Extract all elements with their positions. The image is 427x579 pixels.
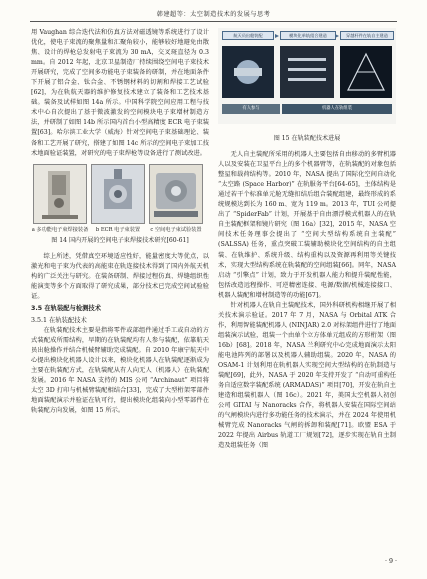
left-paragraph-1: 用 Vaughan 综合迭代法和仿真方法对磁透镜等系统进行了设计优化，使电子束流的聚焦量和汇聚角较小，能够较好地避免由散焦、设计的焊枪总发射电子束流为 30 mA，交叉斑直径为 0.3 mm。自 2012 年起，北京卫星制造厂持续围绕空间电子束技术开展研究，完成了空间多功能电子束装备的研制，并在地面条件下开展了铝合金、钛合金、不锈钢材料的切割和焊接工艺试验[62]，为在轨航天器的维护修复技术建立了装备和工艺技术基础。装备及试样如图 14a 所示。中国科学院空间应用工程与技术中心自次提出了基于微波激发的空间模块电子束增材制造方法，并研制了如图 14b 所示国内首台小型高精度 ECR 电子束装置[63]。哈尔滨工业大学（威海）针对空间电子束基础理论、装备和工艺开展了研究，搭建了如图 14c 所示的空间电子束加工技术地面验证装置，对研究的电子束焊枪等设备进行了测试改进。 (31, 29, 209, 157)
left-column (31, 28, 209, 416)
figure-15-box-modular-build: 模块化单轨组合建造 (280, 31, 336, 40)
right-column (218, 28, 396, 451)
ecr-device-photo (91, 164, 145, 224)
figure-14 (31, 164, 209, 246)
figure-14b-label: b ECR 电子束装置 (95, 226, 141, 233)
figure-15-caption: 图 15 在轨装配技术进展 (273, 135, 341, 142)
right-paragraph-2: 针对机器人在轨自主装配技术，国外科研机构相继开展了相关技术演示验证。2017 年 7 月，NASA 与 Orbital ATK 合作，利用智能装配机器人 (NINJAR) 2.0 对标架组件进行了地面组装演示试验，组装一个由单个立方体单元组成的方形桁架（图 16b）[68]。2018 年，NASA 兰利研究中心完成地面演示太阳能电池阵列的部署以及机器人辅助组装。2020 年，NASA 的 OSAM-1 计划利用在轨机器人实现空间大型结构的在轨制造与装配[69]，此外，NASA 于 2020 年支持开发了 “自动可重构任务自适应数字装配系统 (ARMADAS)” 项目[70]，开发在轨自主建造和组装机器人（图 16c）。2021 年，美国太空机器人初创公司 GITAI 与 Nanoracks 合作，将机器人安装在国际空间站的气闸模块内进行多功能任务的技术演示，并在 2024 年使用机械臂完成 Nanoracks 气闸的拆卸和装配[71]。欧盟 ESA 于 2022 年提出 Airbus 轨道工厂规划[72]，逐步实现在轨自主制造及组装任务（图 (218, 301, 396, 450)
figure-14b (89, 164, 147, 234)
figure-15-bar-human: 有人参与 (222, 104, 280, 114)
figure-15 (218, 28, 396, 132)
figure-15-box-eva-assembly: 航天员出舱装配 (222, 31, 274, 40)
section-3-5-heading: 3.5 在轨装配与检测技术 (31, 304, 102, 312)
figure-14c-label: c 空间电子束试验装置 (150, 226, 202, 233)
figure-15-bar-robotic: 机器人在轨组装 (282, 104, 392, 114)
left-paragraph-2: 综上所述，凭借真空环境适应性好，能量密度大等优点，以激光和电子束为代表的高能束在轨连接技术得到了国内外航天机构的广泛关注与研究。在装备研制、焊接过程仿真、焊缝组织性能演变等多个方面取得了研究成果，部分技术已完成空间试验验证。 (31, 252, 209, 300)
figure-14-caption: 图 14 国内开展的空间电子束焊接技术研究[60-61] (51, 236, 189, 244)
space-electron-beam-test-photo (149, 164, 203, 224)
figure-14a (31, 164, 89, 234)
page-header: 韩建超等：太空制造技术的发展与思考 (156, 11, 271, 18)
figure-14a-label: a 多功能电子束焊接装备 (31, 226, 89, 233)
right-paragraph-1: 无人自主装配所采用的机器人主要包括自由移动的多臂机器人以及安装在卫星平台上的多个机器臂等，在轨装配的对象包括整星和载荷结构等。2010 年，NASA 提出了国际化空间自动化 “太空路 (Space Harbor)” 在轨服务平台[64-65]，主体结构是通过若干个标准单元舱无缝扣结后组合装配组建，最终形成的系统规模达到长为 160 m、宽为 119 m。2013 年，TUI 公司提出了 “SpiderFab” 计划，开展基于自由漂浮模式机器人的在轨自主装配框架和镜片研究（图 16a）[32]，2015 年，NASA 空间技术任务理事会提出了 “空间大型结构系统自主装配” (SALSSA) 任务，重点突破工装辅助模块化空间结构的自主组装、在轨维护、系统升级、结构重构以及资源再利用等关键技术，实现大型结构系统在轨装配的空间组装[66]。同年，NASA 启动 “引擎点” 计划，致力于开发机器人能力和提升装配性能，包括改造远程操作、可逆精密连接、电源/数据/机械连接接口、机器人装配和增材制造等的功能[67]。 (218, 151, 396, 299)
electron-beam-equipment-photo (33, 164, 87, 224)
header-rule (30, 21, 397, 22)
section-3-5-1-heading: 3.5.1 在轨装配技术 (31, 316, 87, 324)
figure-15-box-autonomous-build: 穿越杆件在轨自主建造 (340, 31, 394, 40)
figure-14c (147, 164, 205, 234)
page-number: · 9 · (384, 558, 397, 565)
left-paragraph-3: 在轨装配技术主要是指将零件或部组件通过手工或自动的方式装配成所需结构，早期的在轨装配均有人参与装配，依靠航天员出舱操作并结合机械臂辅助完成装配。自 2010 年康宁航天中心提出模块化机器人设计以来，模块化机器人在轨装配逐渐成为主要在轨装配方式，在轨装配从有人向无人（机器人）在轨装配发展。2016 年 NASA 支持的 MIS 公司 “Archinaut” 项目将太空 3D 打印与机械臂装配相结合[33]，完成了大型桁架零部件地面装配演示并验证在轨可行，提出模块化组装向小型零部件在轨装配方向发展，如图 15 所示。 (31, 326, 209, 415)
